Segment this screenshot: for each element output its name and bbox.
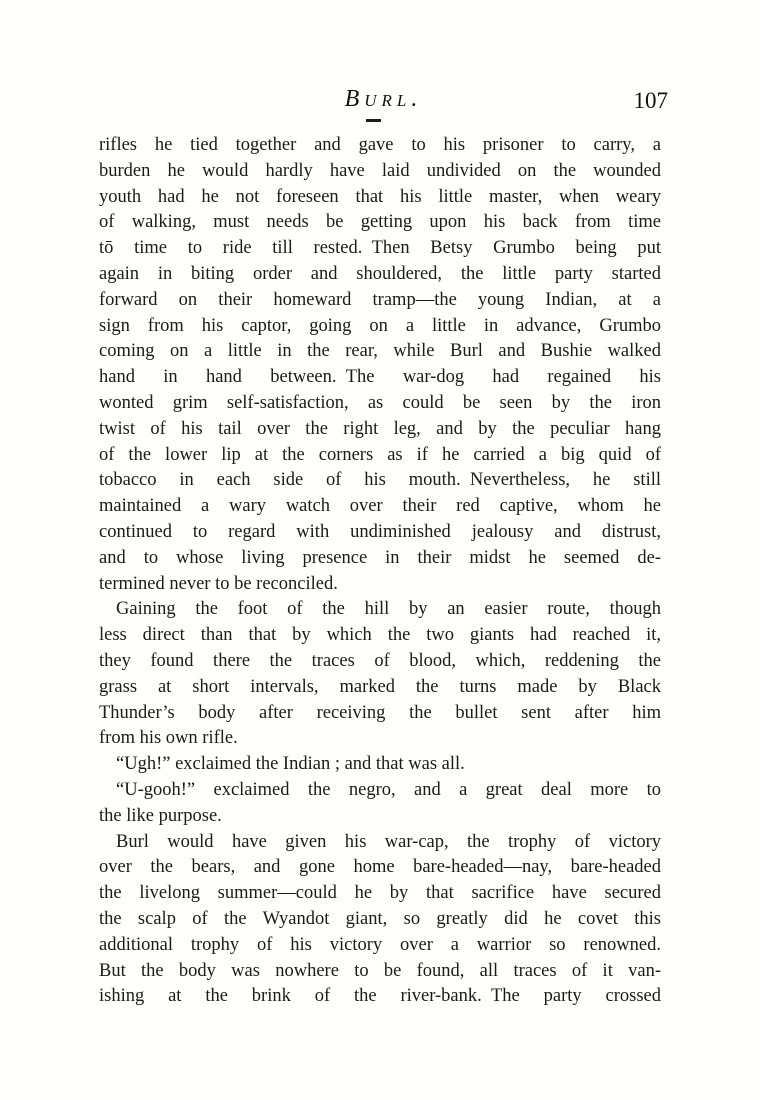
text-line: additional trophy of his victory over a warrior so renowned. [99, 934, 661, 955]
text-line: less direct than that by which the two giants had reached it, [99, 625, 661, 646]
text-line: “Ugh!” exclaimed the Indian ; and that was all. [116, 754, 465, 775]
text-line: youth had he not foreseen that his little master, when weary [99, 186, 661, 207]
text-line: Gaining the foot of the hill by an easier route, though [116, 599, 661, 620]
text-line: grass at short intervals, marked the turns made by Black [99, 676, 661, 697]
text-line: burden he would hardly have laid undivided on the wounded [99, 160, 661, 181]
text-line: tō time to ride till rested. Then Betsy Grumbo being put [99, 238, 661, 259]
text-line: Burl would have given his war-cap, the trophy of victory [116, 831, 661, 852]
text-line: “U-gooh!” exclaimed the negro, and a great deal more to [116, 779, 661, 800]
text-line: wonted grim self-satisfaction, as could be seen by the iron [99, 392, 661, 413]
text-line: maintained a wary watch over their red captive, whom he [99, 496, 661, 517]
text-line: hand in hand between. The war-dog had regained his [99, 367, 661, 388]
text-line: termined never to be reconciled. [99, 573, 338, 594]
text-line: forward on their homeward tramp—the young Indian, at a [99, 289, 661, 310]
text-line: twist of his tail over the right leg, and by the peculiar hang [99, 418, 661, 439]
text-line: again in biting order and shouldered, the little party started [99, 263, 661, 284]
page-number: 107 [633, 88, 668, 113]
header-rule [366, 119, 381, 122]
text-line: continued to regard with undiminished jealousy and distrust, [99, 521, 661, 542]
text-line: rifles he tied together and gave to his prisoner to carry, a [99, 135, 661, 155]
text-line: the like purpose. [99, 805, 222, 826]
text-line: ishing at the brink of the river-bank. The party crossed [99, 986, 661, 1007]
text-line: over the bears, and gone home bare-headed—nay, bare-headed [99, 857, 661, 878]
text-line: tobacco in each side of his mouth. Nevertheless, he still [99, 470, 661, 491]
text-line: sign from his captor, going on a little in advance, Grumbo [99, 315, 661, 336]
text-line: coming on a little in the rear, while Burl and Bushie walked [99, 341, 661, 362]
text-line: Thunder’s body after receiving the bullet sent after him [99, 702, 661, 723]
text-line: and to whose living presence in their midst he seemed de- [99, 547, 661, 568]
page-header [99, 86, 668, 116]
text-line: the scalp of the Wyandot giant, so greatly did he covet this [99, 908, 661, 929]
text-line: of the lower lip at the corners as if he carried a big quid of [99, 444, 661, 465]
text-line: of walking, must needs be getting upon his back from time [99, 212, 661, 233]
text-line: they found there the traces of blood, which, reddening the [99, 650, 661, 671]
text-line: the livelong summer—could he by that sacrifice have secured [99, 883, 661, 904]
text-line: from his own rifle. [99, 728, 238, 749]
page-body [99, 133, 661, 1010]
page-title: Burl. [344, 86, 423, 112]
text-line: But the body was nowhere to be found, all traces of it van- [99, 960, 661, 981]
